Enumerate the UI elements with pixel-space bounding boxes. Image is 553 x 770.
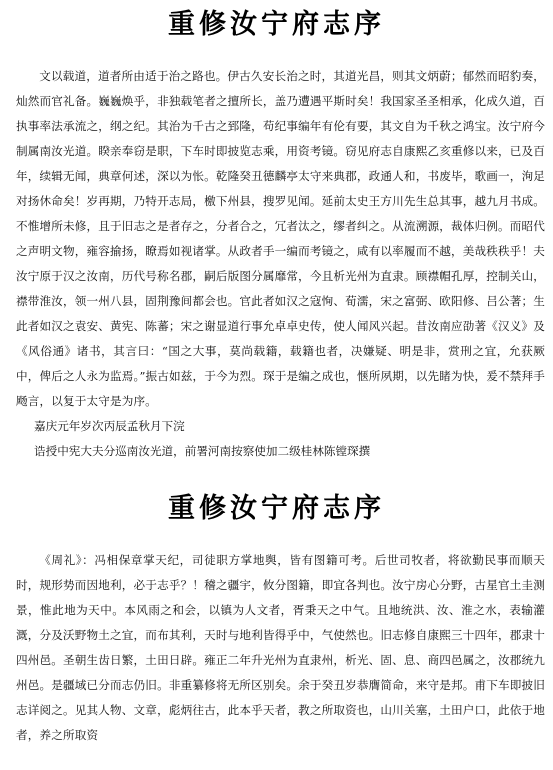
- preface-2-body: 《周礼》：冯相保章掌天纪，司徒职方掌地舆，皆有图籍可考。后世司牧者，将欲勤民事而顺天时，规形势而因地利，必于志乎？！稽之疆宇，攸分图籍，即宜各判也。汝宁房心分野，古星官土圭测景，惟此地为天中。本风雨之和会，以镇为人文者，胥秉天之中气。且地统洪、汝、淮之水，表输灌溉，分及沃野物土之宜，而布其利，天时与地利皆得乎中，气使然也。旧志修自康熙三十四年，郡隶十四州邑。圣朝生齿日繁，土田日辟。雍正二年升光州为直隶州，析光、固、息、商四邑属之，汝郡统九州邑。是疆域已分而志仍旧。非重纂修将无所区别矣。余于癸丑岁恭膺简命，来守是邦。甫下车即披旧志详阅之。见其人物、文章，彪炳往古，此本乎天者，教之所取资也，山川关塞，土田户口，此依于地者，养之所取资: [16, 553, 545, 742]
- preface-1: [0, 8, 553, 464]
- section-gap: [0, 464, 553, 488]
- preface-1-date: 嘉庆元年岁次丙辰孟秋月下浣: [34, 419, 185, 433]
- preface-2: [0, 492, 553, 748]
- preface-1-body: 文以载道，道者所由适于治之路也。伊古久安长治之时，其道光昌，则其文炳蔚；郁然而昭豹奏，灿然而官礼备。巍巍焕乎，非独载笔者之擅所长，盖乃遭遇平斯时矣！我国家圣圣相承，化成久道，百执事率法承流之，纲之纪。其治为千古之郅隆，苟纪事编年有伦有要，其文自为千秋之鸿宝。汝宁府今制属南汝光道。睽亲奉窃是职，下车时即披览志乘，用资考镜。窃见府志自康熙乙亥重修以来，已及百年，续辑无闻，典章何述，深以为怅。乾隆癸丑德麟亭太守来典郡，政通人和，书废毕，歌画一，洵足对扬休命矣！岁再期，乃特开志局，檄下州县，搜罗见闻。延前太史王方川先生总其事，越九月书成。不惟增所未修，且于旧志之是者存之，分者合之，冗者汰之，缪者纠之。从流溯源，裁体归例。而昭代之声明文物，雍容揄扬，瞭焉如视诸掌。从政者手一编而考镜之，咸有以率履而不越，美哉秩秩乎！夫汝宁原于汉之汝南，历代号称名郡，嗣后版图分属靡常，今且析光州为直隶。顾襟帽孔厚，控制关山，襟带淮汝，领一州八县，固荆豫间都会也。官此者如汉之寇恂、荀濡，宋之富弼、欧阳修、吕公著；生此者如汉之袁安、黄宪、陈蕃；宋之谢显道行事允卓卓史传，使人闻风兴起。昔汝南应劭著《汉义》及《风俗通》诸书，其言曰：“国之大事，莫尚载籍，载籍也者，决嫌疑、明是非，赏刑之宜，允获厥中，俾后之人永为监焉。”振古如兹，于今为烈。琛于是编之成也，惬所夙期，以先睹为快，爰不禁拜手飏言，以复于太守是为序。: [16, 69, 545, 408]
- preface-2-title: 重修汝宁府志序: [168, 493, 385, 524]
- preface-1-author: 诰授中宪大夫分巡南汝光道，前署河南按察使加二级桂林陈镗琛撰: [34, 444, 371, 458]
- preface-1-title: 重修汝宁府志序: [168, 9, 385, 40]
